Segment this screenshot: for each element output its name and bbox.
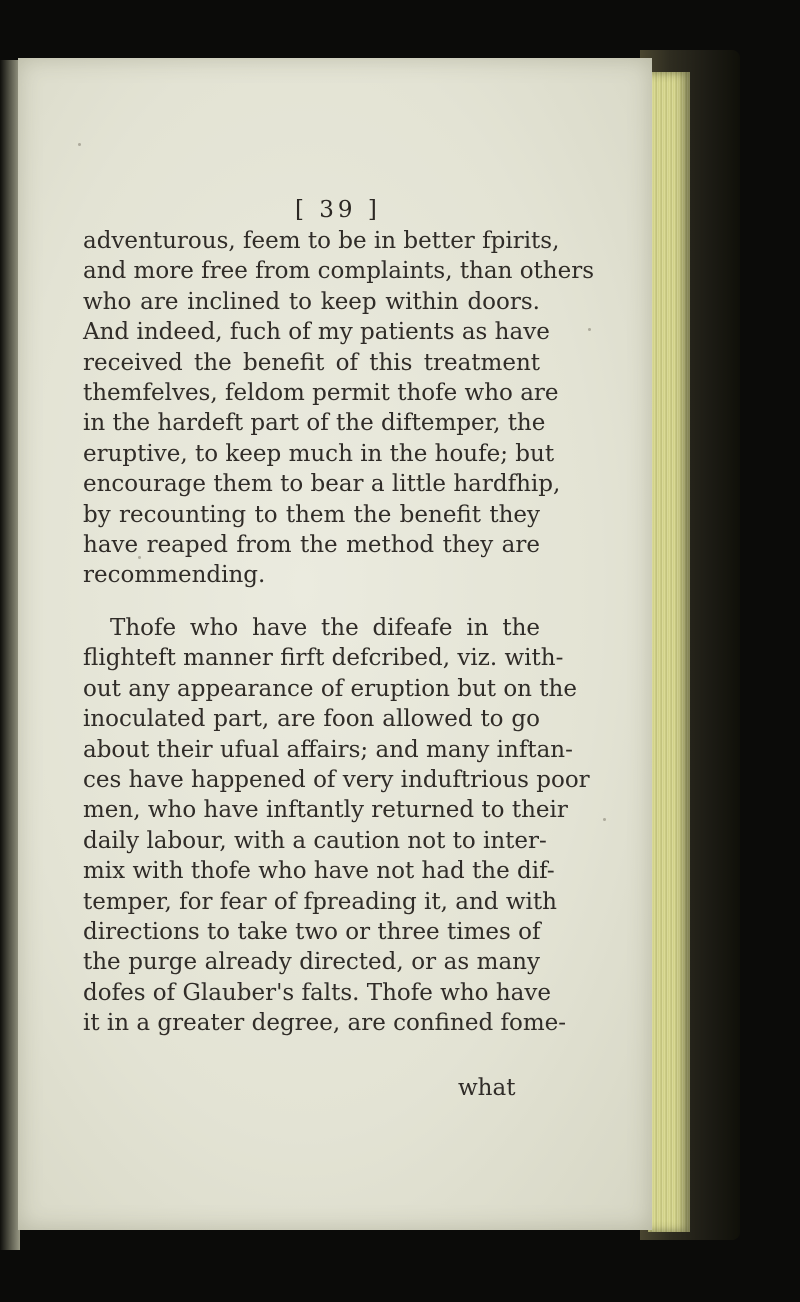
page-number: [ 39 ] <box>295 197 381 223</box>
paper-speck <box>603 818 606 821</box>
text-line: out any appearance of eruption but on the <box>83 675 577 702</box>
paper-speck <box>78 143 81 146</box>
text-line: have reaped from the method they are <box>83 531 540 558</box>
text-line: it in a greater degree, are confined fome- <box>83 1010 567 1037</box>
catchword: what <box>458 1075 516 1101</box>
text-line: And indeed, fuch of my patients as have <box>83 319 550 346</box>
text-line: eruptive, to keep much in the houfe; but <box>83 440 555 467</box>
text-line: temper, for fear of fpreading it, and with <box>83 888 557 915</box>
paragraph-2 <box>83 613 590 1038</box>
left-page-edge <box>0 60 20 1250</box>
text-line: flighteft manner firft defcribed, viz. with- <box>83 645 564 672</box>
text-line: received the benefit of this treatment <box>83 349 540 376</box>
text-line: Thofe who have the difeafe in the <box>110 615 540 641</box>
text-line: ces have happened of very induftrious poor <box>83 766 590 793</box>
text-line: daily labour, with a caution not to inter- <box>83 827 547 854</box>
text-line: themfelves, feldom permit thofe who are <box>83 379 559 406</box>
text-line: dofes of Glauber's falts. Thofe who have <box>83 979 551 1006</box>
text-line: by recounting to them the benefit they <box>83 501 540 528</box>
text-line: recommending. <box>83 562 266 589</box>
text-line: adventurous, feem to be in better fpirits, <box>83 228 560 254</box>
paper-speck <box>588 328 591 331</box>
text-line: inoculated part, are foon allowed to go <box>83 706 540 733</box>
page-fore-edge <box>648 72 690 1232</box>
text-line: the purge already directed, or as many <box>83 949 540 976</box>
text-line: in the hardeft part of the diftemper, the <box>83 410 546 437</box>
text-line: encourage them to bear a little hardfhip, <box>83 471 561 498</box>
text-line: mix with thofe who have not had the dif- <box>83 858 555 885</box>
book-page <box>18 58 652 1230</box>
text-line: men, who have inftantly returned to their <box>83 797 568 824</box>
text-line: directions to take two or three times of <box>83 918 541 945</box>
text-line: and more free from complaints, than others <box>83 258 595 285</box>
text-line: who are inclined to keep within doors. <box>83 288 540 315</box>
text-line: about their ufual affairs; and many inftan- <box>83 736 573 763</box>
paragraph-1 <box>83 226 595 591</box>
